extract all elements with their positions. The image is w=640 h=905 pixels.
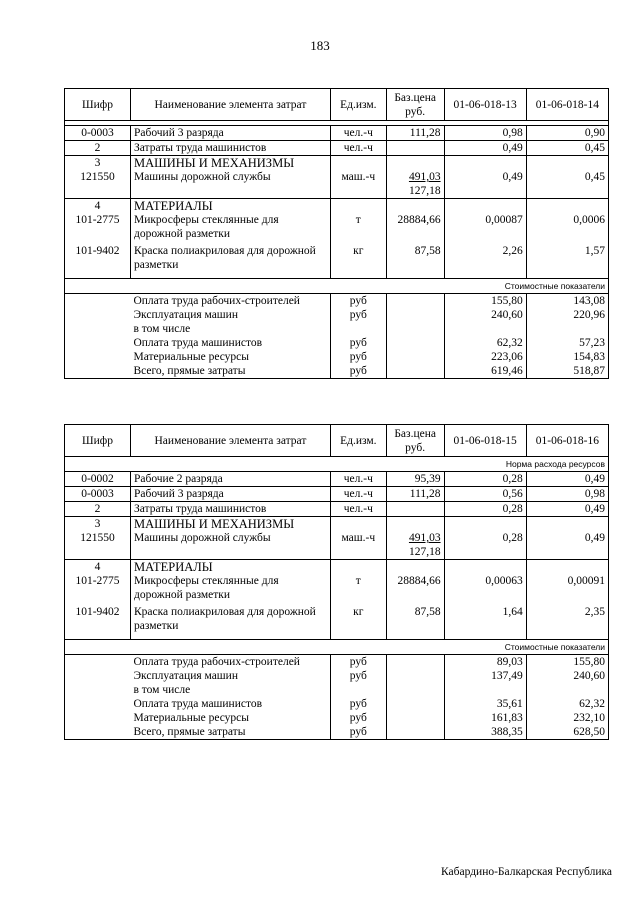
header-price: Баз.цена руб. [386,425,444,457]
section-row: 3 МАШИНЫ И МЕХАНИЗМЫ [65,517,609,532]
table-header [65,425,609,457]
summary-row: Оплата труда машинистов руб 35,61 62,32 [65,697,609,711]
header-unit: Ед.изм. [330,425,386,457]
footer-region: Кабардино-Балкарская Республика [441,866,612,878]
summary-row: в том числе [65,322,609,336]
band-cost: Стоимостные показатели [65,640,609,655]
header-name: Наименование элемента затрат [130,425,330,457]
header-col2: 01-06-018-16 [526,425,608,457]
band-norm: Норма расхода ресурсов [65,457,609,472]
header-col1: 01-06-018-13 [444,89,526,121]
cost-table-2 [64,424,609,740]
header-col1: 01-06-018-15 [444,425,526,457]
table-row: 101-9402 Краска полиакриловая для дорожной разметки кг 87,58 2,26 1,57 [65,241,609,279]
summary-row: Всего, прямые затраты руб 619,46 518,87 [65,364,609,379]
table-row: 121550 Машины дорожной службы маш.-ч 491,03 127,18 0,28 0,49 [65,531,609,560]
section-row: 3 МАШИНЫ И МЕХАНИЗМЫ [65,156,609,171]
cost-table-1 [64,88,609,379]
summary-row: Материальные ресурсы руб 161,83 232,10 [65,711,609,725]
table-row: 101-2775 Микросферы стеклянные для дорожной разметки т 28884,66 0,00087 0,0006 [65,213,609,241]
table-row: 121550 Машины дорожной службы маш.-ч 491,03 127,18 0,49 0,45 [65,170,609,199]
summary-row: Материальные ресурсы руб 223,06 154,83 [65,350,609,364]
summary-row: Эксплуатация машин руб 240,60 220,96 [65,308,609,322]
header-code: Шифр [65,89,131,121]
header-col2: 01-06-018-14 [526,89,608,121]
summary-row: Оплата труда машинистов руб 62,32 57,23 [65,336,609,350]
table-row: 0-0002 Рабочие 2 разряда чел.-ч 95,39 0,28 0,49 [65,472,609,487]
header-name: Наименование элемента затрат [130,89,330,121]
table-row: 101-2775 Микросферы стеклянные для дорожной разметки т 28884,66 0,00063 0,00091 [65,574,609,602]
band-cost: Стоимостные показатели [65,279,609,294]
table-row: 2 Затраты труда машинистов чел.-ч 0,28 0,49 [65,502,609,517]
header-unit: Ед.изм. [330,89,386,121]
summary-row: Всего, прямые затраты руб 388,35 628,50 [65,725,609,740]
summary-row: Оплата труда рабочих-строителей руб 89,03 155,80 [65,655,609,670]
table-row: 0-0003 Рабочий 3 разряда чел.-ч 111,28 0,56 0,98 [65,487,609,502]
section-row: 4 МАТЕРИАЛЫ [65,199,609,214]
header-price: Баз.цена руб. [386,89,444,121]
table-row: 101-9402 Краска полиакриловая для дорожной разметки кг 87,58 1,64 2,35 [65,602,609,640]
header-code: Шифр [65,425,131,457]
table-row: 0-0003 Рабочий 3 разряда чел.-ч 111,28 0,98 0,90 [65,126,609,141]
table-header [65,89,609,121]
section-row: 4 МАТЕРИАЛЫ [65,560,609,575]
summary-row: Оплата труда рабочих-строителей руб 155,80 143,08 [65,294,609,309]
summary-row: Эксплуатация машин руб 137,49 240,60 [65,669,609,683]
summary-row: в том числе [65,683,609,697]
page-number: 183 [310,38,330,53]
table-row: 2 Затраты труда машинистов чел.-ч 0,49 0,45 [65,141,609,156]
